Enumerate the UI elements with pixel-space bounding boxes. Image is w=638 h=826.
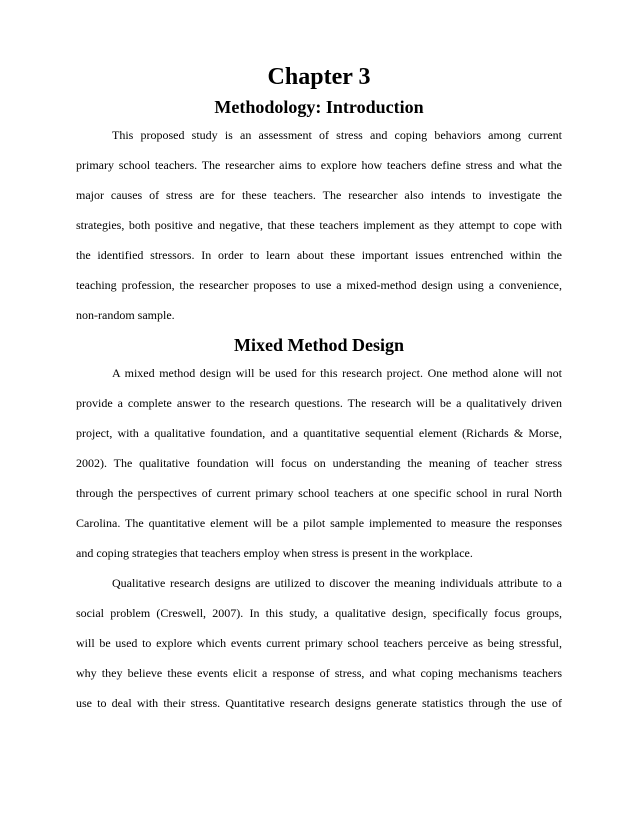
text-line: A mixed method design will be used for this research project. One method alone will not xyxy=(112,366,562,380)
paragraph-introduction xyxy=(76,121,562,331)
chapter-title: Chapter 3 xyxy=(267,64,371,90)
text-line: This proposed study is an assessment of stress and coping behaviors among current xyxy=(112,128,562,142)
text-line: social problem (Creswell, 2007). In this study, a qualitative design, specifically focus groups, xyxy=(76,606,562,620)
paragraph-qualitative-designs xyxy=(76,569,562,719)
text-line: major causes of stress are for these teachers. The researcher also intends to investigate the xyxy=(76,188,562,202)
text-line: will be used to explore which events current primary school teachers perceive as being stressful, xyxy=(76,636,562,650)
text-line: why they believe these events elicit a response of stress, and what coping mechanisms teachers xyxy=(76,666,562,680)
text-line: primary school teachers. The researcher aims to explore how teachers define stress and what the xyxy=(76,158,562,172)
text-line: strategies, both positive and negative, that these teachers implement as they attempt to cope with xyxy=(76,218,562,232)
text-line: 2002). The qualitative foundation will focus on understanding the meaning of teacher stress xyxy=(76,456,562,470)
section-title: Methodology: Introduction xyxy=(214,97,424,117)
text-line: the identified stressors. In order to learn about these important issues entrenched within the xyxy=(76,248,562,262)
text-line: project, with a qualitative foundation, and a quantitative sequential element (Richards & Morse, xyxy=(76,426,562,440)
text-line: through the perspectives of current primary school teachers at one specific school in rural North xyxy=(76,486,562,500)
subheading-mixed-method-design: Mixed Method Design xyxy=(234,335,404,355)
text-line: Qualitative research designs are utilized to discover the meaning individuals attribute to a xyxy=(112,576,562,590)
page-content xyxy=(76,63,562,719)
text-line: use to deal with their stress. Quantitative research designs generate statistics through the use of xyxy=(76,696,562,710)
paragraph-mixed-method xyxy=(76,359,562,569)
text-line: provide a complete answer to the research questions. The research will be a qualitatively driven xyxy=(76,396,562,410)
text-line: teaching profession, the researcher proposes to use a mixed-method design using a convenience, xyxy=(76,278,562,292)
text-line: non-random sample. xyxy=(76,308,175,322)
text-line: and coping strategies that teachers employ when stress is present in the workplace. xyxy=(76,546,473,560)
text-line: Carolina. The quantitative element will be a pilot sample implemented to measure the responses xyxy=(76,516,562,530)
